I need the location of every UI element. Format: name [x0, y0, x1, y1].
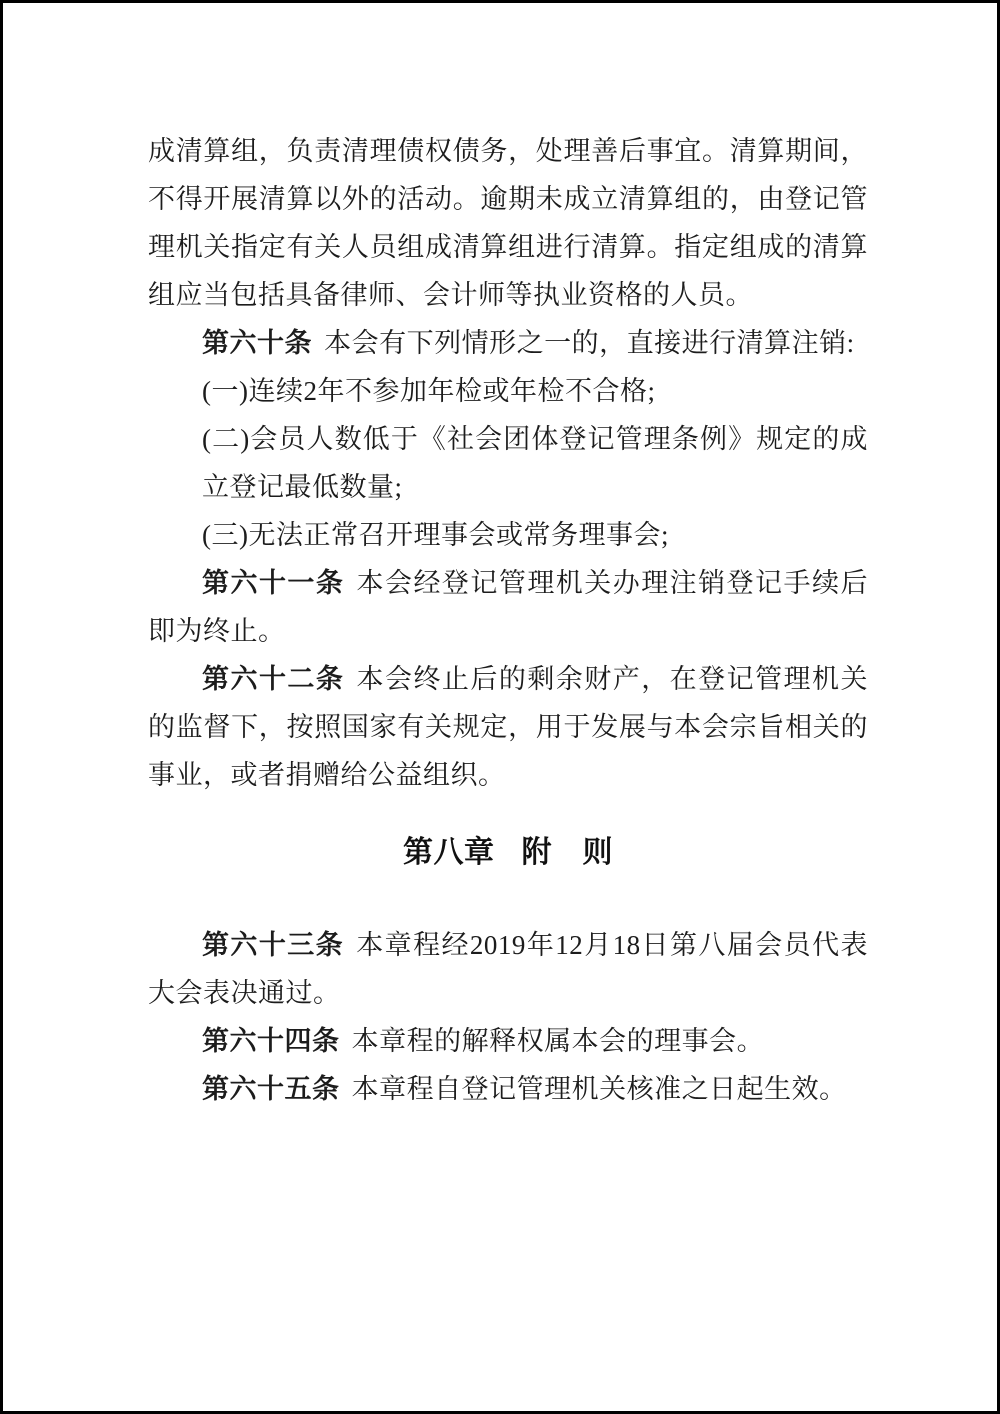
chapter-heading: [148, 829, 868, 877]
document-body: [3, 3, 997, 1113]
intro-paragraph: 成清算组，负责清理债权债务，处理善后事宜。清算期间，不得开展清算以外的活动。逾期未成立清算组的，由登记管理机关指定有关人员组成清算组进行清算。指定组成的清算组应当包括具备律师、会计师等执业资格的人员。: [148, 136, 868, 310]
article-61: [148, 559, 868, 655]
article-64: [148, 1017, 868, 1065]
article-60: [148, 319, 868, 367]
list-item-3: (三)无法正常召开理事会或常务理事会;: [202, 520, 669, 550]
article-61-number: 第六十一条: [202, 568, 345, 598]
article-62: [148, 655, 868, 799]
article-63-text: 本章程经2019年12月18日第八届会员代表大会表决通过。: [148, 930, 868, 1008]
article-62-text: 本会终止后的剩余财产，在登记管理机关的监督下，按照国家有关规定，用于发展与本会宗旨相关的事业，或者捐赠给公益组织。: [148, 664, 869, 790]
article-62-number: 第六十二条: [202, 664, 345, 694]
article-64-text: 本章程的解释权属本会的理事会。: [351, 1026, 765, 1056]
article-60-number: 第六十条: [202, 328, 312, 358]
article-63-number: 第六十三条: [202, 930, 345, 960]
article-65-text: 本章程自登记管理机关核准之日起生效。: [351, 1074, 847, 1104]
article-65: [148, 1065, 868, 1113]
article-64-number: 第六十四条: [202, 1026, 340, 1056]
article-60-text: 本会有下列情形之一的，直接进行清算注销:: [324, 328, 855, 358]
list-item-1: (一)连续2年不参加年检或年检不合格;: [202, 376, 656, 406]
list-item-2: (二)会员人数低于《社会团体登记管理条例》规定的成立登记最低数量;: [202, 424, 868, 502]
article-65-number: 第六十五条: [202, 1074, 340, 1104]
article-63: [148, 921, 868, 1017]
chapter-title: 附 则: [521, 836, 613, 869]
chapter-number: 第八章: [403, 836, 495, 869]
article-61-text: 本会经登记管理机关办理注销登记手续后即为终止。: [148, 568, 869, 646]
